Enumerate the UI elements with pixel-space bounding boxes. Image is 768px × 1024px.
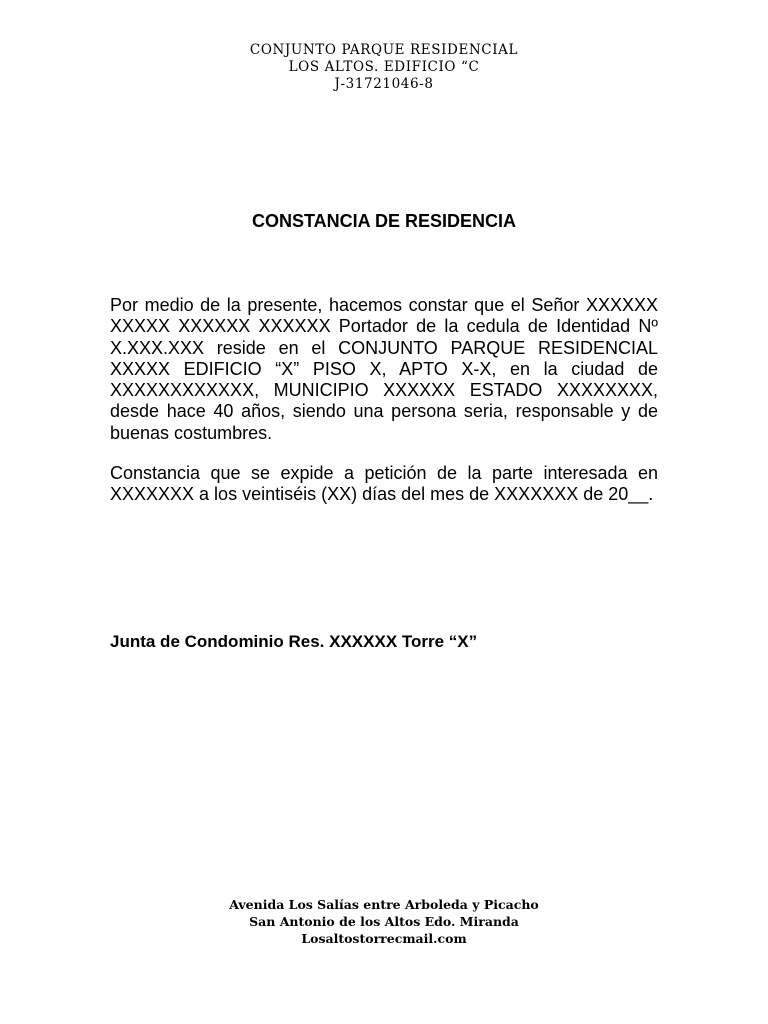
letterhead-building: LOS ALTOS. EDIFICIO “C bbox=[288, 59, 480, 75]
body-paragraph-residence: Por medio de la presente, hacemos constar que el Señor XXXXXX XXXXX XXXXXX XXXXXX Portador de la cedula de Identidad Nº X.XXX.XXX reside en el CONJUNTO PARQUE RESIDENCIAL XXXXX EDIFICIO “X” PISO X, APTO X-X, en la ciudad de XXXXXXXXXXXX, MUNICIPIO XXXXXX ESTADO XXXXXXXX, desde hace 40 años, siendo una persona seria, responsable y de buenas costumbres. bbox=[110, 295, 658, 443]
letterhead-org-name: CONJUNTO PARQUE RESIDENCIAL bbox=[249, 42, 519, 58]
body-paragraph-issuance: Constancia que se expide a petición de la parte interesada en XXXXXXX a los veintiséis (XX) días del mes de XXXXXXX de 20__. bbox=[110, 463, 658, 505]
footer-email: Losaltostorrecmail.com bbox=[301, 931, 467, 946]
footer-address bbox=[0, 896, 768, 947]
letterhead-rif: J-31721046-8 bbox=[334, 76, 434, 92]
document-title: CONSTANCIA DE RESIDENCIA bbox=[251, 211, 516, 231]
letterhead bbox=[0, 42, 768, 93]
signature-line: Junta de Condominio Res. XXXXXX Torre “X” bbox=[110, 632, 478, 651]
footer-city: San Antonio de los Altos Edo. Miranda bbox=[249, 914, 519, 929]
footer-street: Avenida Los Salías entre Arboleda y Picacho bbox=[229, 897, 539, 912]
